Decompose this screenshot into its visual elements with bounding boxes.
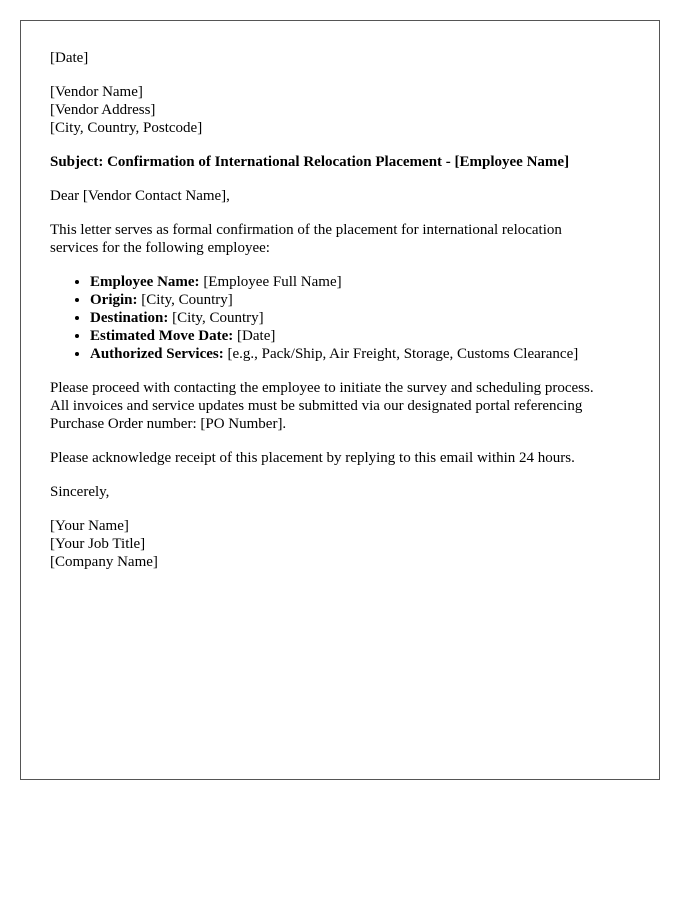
instructions-paragraph (50, 379, 640, 433)
intro-line: services for the following employee: (50, 240, 270, 256)
detail-label: Employee Name: (90, 274, 200, 290)
letter-body (50, 49, 640, 571)
detail-value: [City, Country] (137, 292, 233, 308)
detail-employee-name (90, 273, 640, 291)
detail-label: Origin: (90, 292, 138, 308)
letter-subject: Subject: Confirmation of International Relocation Placement - [Employee Name] (50, 154, 570, 170)
detail-value: [City, Country] (168, 310, 264, 326)
closing: Sincerely, (50, 484, 110, 500)
salutation: Dear [Vendor Contact Name], (50, 188, 230, 204)
signature-title: [Your Job Title] (50, 536, 146, 552)
detail-value: [Date] (233, 328, 276, 344)
intro-line: This letter serves as formal confirmation of the placement for international relocation (50, 222, 562, 238)
recipient-address: [Vendor Address] (50, 102, 156, 118)
detail-label: Authorized Services: (90, 346, 224, 362)
detail-authorized-services (90, 345, 640, 363)
detail-value: [e.g., Pack/Ship, Air Freight, Storage, Customs Clearance] (223, 346, 579, 362)
instructions-line: Please proceed with contacting the employee to initiate the survey and scheduling process. (50, 380, 594, 396)
detail-origin (90, 291, 640, 309)
recipient-block (50, 83, 640, 137)
signature-block (50, 517, 640, 571)
detail-destination (90, 309, 640, 327)
signature-name: [Your Name] (50, 518, 129, 534)
instructions-line: All invoices and service updates must be submitted via our designated portal referencing (50, 398, 583, 414)
detail-move-date (90, 327, 640, 345)
recipient-city-line: [City, Country, Postcode] (50, 120, 203, 136)
detail-label: Destination: (90, 310, 169, 326)
letter-frame (20, 20, 660, 780)
instructions-line: Purchase Order number: [PO Number]. (50, 416, 287, 432)
employee-details-list (50, 273, 640, 363)
intro-paragraph (50, 221, 640, 257)
detail-label: Estimated Move Date: (90, 328, 234, 344)
letter-date: [Date] (50, 50, 89, 66)
signature-company: [Company Name] (50, 554, 158, 570)
acknowledge-paragraph: Please acknowledge receipt of this placement by replying to this email within 24 hours. (50, 450, 575, 466)
recipient-name: [Vendor Name] (50, 84, 143, 100)
detail-value: [Employee Full Name] (199, 274, 342, 290)
